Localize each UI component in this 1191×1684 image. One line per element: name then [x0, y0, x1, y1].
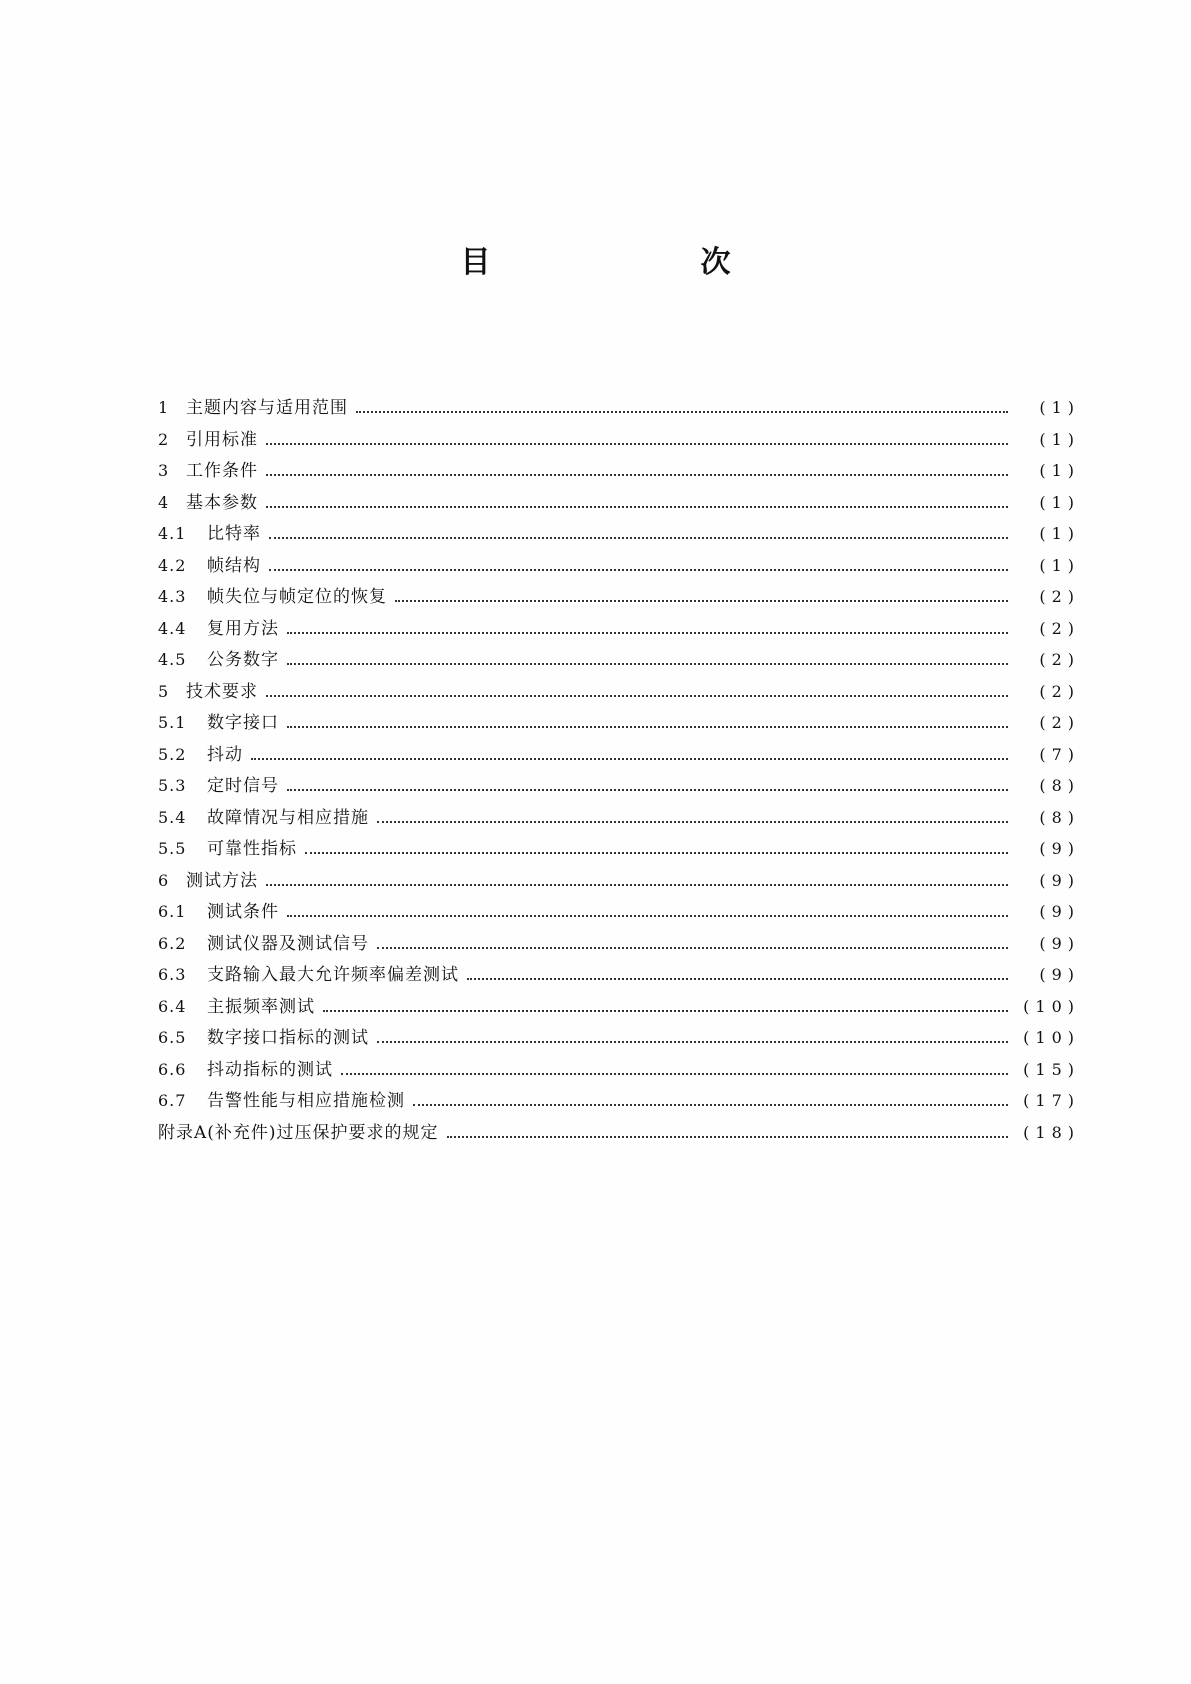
toc-entry-page: (10)	[1023, 996, 1080, 1016]
dot-leader	[266, 506, 1008, 508]
toc-entry-page: (2)	[1039, 618, 1080, 638]
toc-entry[interactable]	[158, 676, 1080, 708]
dot-leader	[305, 852, 1008, 854]
toc-entry-page: (2)	[1039, 713, 1080, 732]
toc-entry-number: 2	[158, 429, 170, 449]
toc-entry-label: 测试方法	[186, 870, 258, 891]
toc-entry[interactable]	[158, 518, 1080, 550]
dot-leader	[269, 569, 1008, 571]
toc-entry[interactable]	[158, 707, 1080, 739]
toc-entry[interactable]	[158, 802, 1080, 834]
toc-entry[interactable]	[158, 991, 1080, 1023]
toc-entry-label: 复用方法	[207, 618, 279, 639]
toc-entry[interactable]	[158, 896, 1080, 928]
toc-entry-label: 公务数字	[207, 650, 279, 670]
toc-entry[interactable]	[158, 1054, 1080, 1086]
toc-entry-number: 6.7	[158, 1091, 187, 1110]
toc-entry-label: 故障情况与相应措施	[207, 807, 369, 828]
dot-leader	[447, 1136, 1008, 1138]
toc-entry-page: (1)	[1039, 429, 1080, 449]
toc-entry-number: 5	[158, 681, 170, 701]
dot-leader	[287, 632, 1008, 634]
page-title: 目 次	[460, 245, 821, 280]
toc-entry-label: 工作条件	[186, 461, 258, 481]
toc-entry-number: 5.4	[158, 807, 187, 827]
dot-leader	[266, 695, 1008, 697]
toc-entry-label: 抖动	[207, 744, 243, 765]
toc-entry-page: (9)	[1039, 965, 1080, 984]
dot-leader	[251, 758, 1008, 760]
toc-entry-label: 数字接口	[207, 713, 279, 733]
toc-entry-number: 6.4	[158, 996, 187, 1016]
dot-leader	[266, 474, 1008, 476]
toc-entry-page: (1)	[1039, 555, 1080, 575]
dot-leader	[287, 663, 1008, 665]
toc-entry-label: 基本参数	[186, 492, 258, 513]
toc-entry-label: 引用标准	[186, 429, 258, 450]
toc-entry-appendix[interactable]	[158, 1117, 1080, 1149]
toc-entry-number: 6.1	[158, 902, 187, 921]
toc-entry-label: 告警性能与相应措施检测	[207, 1091, 405, 1111]
toc-entry-number: 6.5	[158, 1028, 187, 1047]
dot-leader	[269, 537, 1008, 539]
toc-entry-label: 帧结构	[207, 555, 261, 576]
toc-entry-number: 6.6	[158, 1059, 187, 1079]
toc-entry-label: 抖动指标的测试	[207, 1059, 333, 1080]
toc-entry-label: 数字接口指标的测试	[207, 1028, 369, 1048]
toc-entry-label: 可靠性指标	[207, 839, 297, 859]
toc-entry-label: 测试仪器及测试信号	[207, 933, 369, 954]
dot-leader	[287, 726, 1008, 728]
toc-entry-page: (8)	[1039, 807, 1080, 827]
toc-entry-page: (17)	[1023, 1091, 1080, 1110]
toc-entry[interactable]	[158, 1085, 1080, 1117]
toc-entry-page: (9)	[1039, 870, 1080, 890]
toc-entry-label: 主振频率测试	[207, 996, 315, 1017]
dot-leader	[377, 821, 1008, 823]
toc-entry-page: (15)	[1023, 1059, 1080, 1079]
dot-leader	[323, 1010, 1008, 1012]
toc-entry-label: 定时信号	[207, 776, 279, 796]
toc-entry-number: 4.1	[158, 524, 187, 543]
toc-entry-label: 测试条件	[207, 902, 279, 922]
toc-entry[interactable]	[158, 770, 1080, 802]
toc-entry[interactable]	[158, 487, 1080, 519]
dot-leader	[287, 789, 1008, 791]
toc-entry[interactable]	[158, 424, 1080, 456]
dot-leader	[413, 1104, 1008, 1106]
toc-entry-page: (18)	[1023, 1122, 1080, 1142]
toc-entry[interactable]	[158, 739, 1080, 771]
toc-entry-label: 比特率	[207, 524, 261, 544]
toc-entry-page: (1)	[1039, 398, 1080, 417]
dot-leader	[377, 1041, 1008, 1043]
toc-entry[interactable]	[158, 613, 1080, 645]
toc-entry-label: 支路输入最大允许频率偏差测试	[207, 965, 459, 985]
toc-entry-page: (1)	[1039, 524, 1080, 543]
toc-entry-page: (7)	[1039, 744, 1080, 764]
toc-entry-page: (10)	[1023, 1028, 1080, 1047]
toc-entry-label: 附录A(补充件)过压保护要求的规定	[158, 1122, 439, 1143]
toc-entry-number: 1	[158, 398, 170, 417]
toc-entry-number: 4.3	[158, 587, 187, 606]
toc-entry[interactable]	[158, 1022, 1080, 1054]
toc-entry-page: (9)	[1039, 902, 1080, 921]
toc-entry-page: (8)	[1039, 776, 1080, 795]
toc-entry-page: (1)	[1039, 492, 1080, 512]
toc-entry[interactable]	[158, 550, 1080, 582]
toc-entry-number: 6.2	[158, 933, 187, 953]
toc-entry[interactable]	[158, 392, 1080, 424]
toc-entry-number: 4.4	[158, 618, 187, 638]
toc-entry[interactable]	[158, 928, 1080, 960]
toc-entry-page: (2)	[1039, 587, 1080, 606]
toc-entry-number: 5.3	[158, 776, 187, 795]
toc-entry-page: (9)	[1039, 839, 1080, 858]
toc-entry-number: 4.5	[158, 650, 187, 669]
dot-leader	[287, 915, 1008, 917]
toc-entry[interactable]	[158, 455, 1080, 487]
toc-entry-label: 帧失位与帧定位的恢复	[207, 587, 387, 607]
toc-entry[interactable]	[158, 865, 1080, 897]
table-of-contents	[158, 392, 1080, 1148]
toc-entry-label: 技术要求	[186, 681, 258, 702]
toc-entry-number: 6	[158, 870, 170, 890]
toc-entry[interactable]	[158, 833, 1080, 865]
toc-entry[interactable]	[158, 959, 1080, 991]
dot-leader	[266, 884, 1008, 886]
toc-entry-number: 4	[158, 492, 170, 512]
toc-entry-number: 5.5	[158, 839, 187, 858]
dot-leader	[377, 947, 1008, 949]
toc-entry-label: 主题内容与适用范围	[186, 398, 348, 418]
toc-entry-page: (1)	[1039, 461, 1080, 480]
dot-leader	[395, 600, 1008, 602]
toc-entry-number: 5.1	[158, 713, 187, 732]
dot-leader	[356, 411, 1008, 413]
dot-leader	[467, 978, 1008, 980]
toc-entry[interactable]	[158, 644, 1080, 676]
toc-entry-page: (9)	[1039, 933, 1080, 953]
dot-leader	[341, 1073, 1008, 1075]
toc-entry-page: (2)	[1039, 681, 1080, 701]
dot-leader	[266, 443, 1008, 445]
toc-entry-number: 4.2	[158, 555, 187, 575]
toc-entry-number: 5.2	[158, 744, 187, 764]
toc-entry-number: 3	[158, 461, 170, 480]
toc-entry[interactable]	[158, 581, 1080, 613]
toc-entry-page: (2)	[1039, 650, 1080, 669]
toc-entry-number: 6.3	[158, 965, 187, 984]
